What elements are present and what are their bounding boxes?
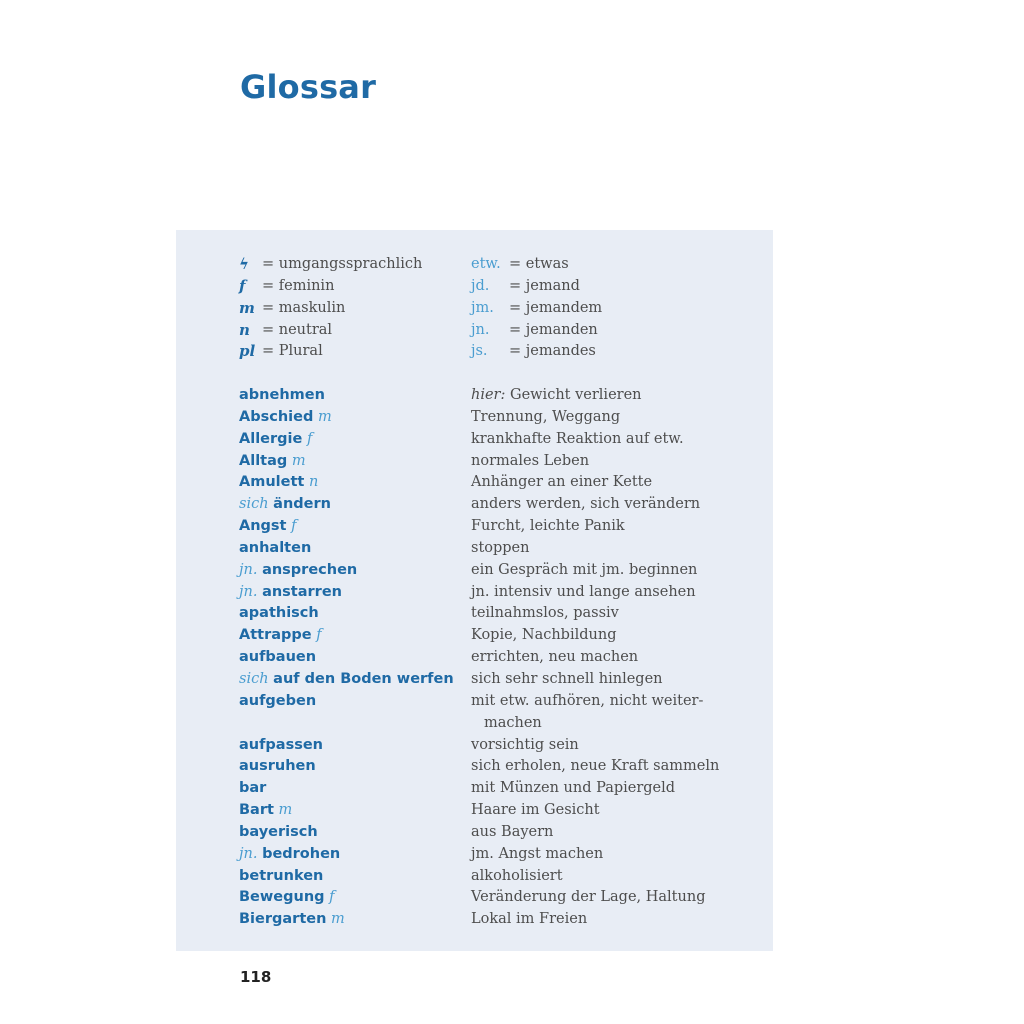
definition-text: sich erholen, neue Kraft sammeln [471, 758, 720, 775]
entry-word: ändern [273, 496, 331, 513]
entry-word: Abschied [239, 408, 314, 425]
entry-gender: f [291, 518, 297, 535]
entry-gender: m [331, 911, 345, 928]
entry-prefix: sich [239, 670, 269, 687]
abbreviation-definition: = jemandes [509, 343, 596, 360]
definition-text: Veränderung der Lage, Haltung [471, 889, 706, 906]
entry-word: betrunken [239, 867, 324, 884]
definition-text: mit Münzen und Papiergeld [471, 780, 676, 797]
entry-word: apathisch [239, 605, 319, 622]
entry-word: bar [239, 780, 267, 797]
glossary-entry [239, 647, 759, 669]
entry-definition [471, 822, 731, 844]
abbreviation-row [239, 276, 759, 298]
definition-text: krankhafte Reaktion auf etw. [471, 430, 684, 447]
abbreviation-symbol: m [239, 298, 255, 317]
abbreviation-definition: = Plural [262, 343, 323, 360]
definition-text: Haare im Gesicht [471, 802, 600, 819]
entry-word: bedrohen [262, 845, 341, 862]
glossary-entry [239, 866, 759, 888]
entry-term [239, 756, 316, 778]
glossary-entry [239, 494, 759, 516]
glossary-entry [239, 603, 759, 625]
entry-gender: n [308, 474, 319, 491]
entry-word: Alltag [239, 452, 288, 469]
definition-label: hier: [471, 387, 506, 403]
definition-text: sich sehr schnell hinlegen [471, 670, 663, 687]
entry-definition [471, 582, 731, 604]
definition-text: mit etw. aufhören, nicht weiter- [471, 692, 704, 709]
entry-term [239, 385, 325, 407]
glossary-entry [239, 625, 759, 647]
entry-word: ansprechen [262, 561, 358, 578]
glossary-entry [239, 560, 759, 582]
entry-term [239, 822, 318, 844]
entry-word: auf den Boden werfen [273, 670, 454, 687]
definition-text: alkoholisiert [471, 867, 563, 884]
page-number: 118 [240, 968, 272, 986]
abbreviation-symbol: jn. [471, 321, 490, 338]
entry-prefix: jn. [239, 583, 258, 600]
abbreviation-symbol: jm. [471, 299, 494, 316]
entry-definition [471, 756, 731, 778]
glossary-entry [239, 582, 759, 604]
abbreviation-symbol: etw. [471, 256, 501, 272]
abbreviation-definition: = feminin [262, 277, 335, 294]
entry-prefix: jn. [239, 845, 258, 862]
definition-text: Kopie, Nachbildung [471, 627, 617, 644]
glossary-entry [239, 735, 759, 757]
abbreviation-row [239, 298, 759, 320]
abbreviation-symbol: f [239, 276, 246, 295]
definition-text: anders werden, sich verändern [471, 496, 701, 513]
entry-term [239, 625, 322, 647]
abbreviation-symbol: pl [239, 342, 256, 361]
abbreviation-row [239, 341, 759, 363]
entry-definition [471, 429, 731, 451]
entry-word: ausruhen [239, 758, 316, 775]
glossary-entry [239, 778, 759, 800]
entry-gender: f [329, 889, 335, 906]
glossary-entry [239, 822, 759, 844]
entry-term [239, 691, 316, 713]
entry-word: Bart [239, 802, 274, 819]
glossary-entry [239, 756, 759, 778]
abbreviation-symbol: ϟ [239, 255, 249, 273]
entry-definition [471, 385, 731, 407]
entry-word: bayerisch [239, 823, 318, 840]
entry-word: Allergie [239, 430, 303, 447]
definition-text: vorsichtig sein [471, 736, 579, 753]
glossary-entry [239, 669, 759, 691]
abbreviation-definition: = umgangssprachlich [262, 256, 423, 272]
entry-definition [471, 625, 731, 647]
definition-text: Lokal im Freien [471, 911, 588, 928]
entry-gender: f [306, 430, 313, 447]
entry-word: aufbauen [239, 649, 317, 666]
entry-definition [471, 603, 731, 625]
entry-definition [471, 887, 731, 909]
entry-term [239, 516, 296, 538]
entry-word: abnehmen [239, 387, 325, 403]
entry-definition [471, 735, 731, 757]
abbreviation-symbol: jd. [471, 277, 490, 294]
definition-text: teilnahmslos, passiv [471, 605, 619, 622]
entry-term [239, 538, 311, 560]
abbreviation-definition: = maskulin [262, 299, 346, 316]
entry-definition [471, 800, 731, 822]
entry-term [239, 735, 323, 757]
entry-term [239, 800, 292, 822]
entry-definition [471, 778, 731, 800]
definition-text: Trennung, Weggang [471, 408, 621, 425]
abbreviation-definition: = jemand [509, 277, 580, 294]
glossary-entry [239, 451, 759, 473]
entry-word: Attrappe [239, 627, 312, 644]
entry-term [239, 647, 316, 669]
entry-word: Biergarten [239, 911, 327, 928]
definition-text: normales Leben [471, 452, 590, 469]
entry-definition [471, 647, 731, 669]
definition-text: aus Bayern [471, 823, 554, 840]
glossary-entry [239, 844, 759, 866]
entry-word: Angst [239, 518, 287, 535]
glossary-panel [176, 230, 773, 951]
entry-gender: m [278, 802, 293, 819]
definition-text: errichten, neu machen [471, 649, 639, 666]
entry-term [239, 603, 319, 625]
entry-definition [471, 844, 731, 866]
entry-word: Amulett [239, 474, 305, 491]
abbreviation-legend [239, 254, 759, 363]
entry-term [239, 429, 312, 451]
entry-definition [471, 407, 731, 429]
entry-word: Bewegung [239, 889, 325, 906]
abbreviation-definition: = jemandem [509, 299, 603, 316]
glossary-entry [239, 385, 759, 407]
definition-text: Furcht, leichte Panik [471, 518, 625, 535]
entry-gender: m [291, 452, 306, 469]
entry-definition [471, 472, 731, 494]
entry-term [239, 494, 331, 516]
entry-gender: m [317, 408, 332, 425]
glossary-entry [239, 691, 759, 735]
entry-word: anhalten [239, 539, 312, 556]
entry-prefix: jn. [239, 561, 258, 578]
entry-term [239, 866, 323, 888]
abbreviation-symbol: js. [471, 343, 488, 360]
entry-definition [471, 909, 731, 931]
entry-term [239, 407, 332, 429]
glossary-entry [239, 429, 759, 451]
entry-term [239, 472, 318, 494]
entry-definition [471, 494, 731, 516]
entry-term [239, 887, 335, 909]
entry-definition [471, 669, 731, 691]
entry-word: aufgeben [239, 692, 317, 709]
glossary-entries [239, 385, 759, 931]
page-title: Glossar [240, 68, 377, 106]
entry-gender: f [316, 627, 322, 644]
definition-text: jm. Angst machen [471, 845, 604, 862]
entry-term [239, 844, 340, 866]
entry-definition [471, 560, 731, 582]
abbreviation-row [239, 254, 759, 276]
abbreviation-symbol: n [239, 320, 250, 339]
glossary-entry [239, 516, 759, 538]
entry-term [239, 778, 266, 800]
glossary-entry [239, 909, 759, 931]
glossary-entry [239, 472, 759, 494]
entry-definition [471, 691, 731, 735]
definition-text: ein Gespräch mit jm. beginnen [471, 561, 698, 578]
entry-term [239, 582, 342, 604]
definition-continuation: machen [484, 714, 542, 731]
glossary-entry [239, 887, 759, 909]
entry-definition [471, 451, 731, 473]
entry-term [239, 669, 454, 691]
glossary-entry [239, 407, 759, 429]
definition-text: Anhänger an einer Kette [471, 474, 653, 491]
abbreviation-definition: = neutral [262, 321, 333, 338]
definition-text: stoppen [471, 539, 530, 556]
abbreviation-definition: = etwas [509, 256, 569, 272]
abbreviation-row [239, 320, 759, 342]
entry-term [239, 451, 306, 473]
glossary-entry [239, 800, 759, 822]
entry-word: anstarren [262, 583, 342, 600]
entry-term [239, 560, 357, 582]
entry-term [239, 909, 345, 931]
entry-word: aufpassen [239, 736, 323, 753]
glossary-entry [239, 538, 759, 560]
abbreviation-definition: = jemanden [509, 321, 598, 338]
entry-definition [471, 866, 731, 888]
definition-text: jn. intensiv und lange ansehen [471, 583, 696, 600]
entry-definition [471, 538, 731, 560]
entry-definition [471, 516, 731, 538]
entry-prefix: sich [239, 496, 269, 513]
definition-text: Gewicht verlieren [509, 387, 642, 403]
